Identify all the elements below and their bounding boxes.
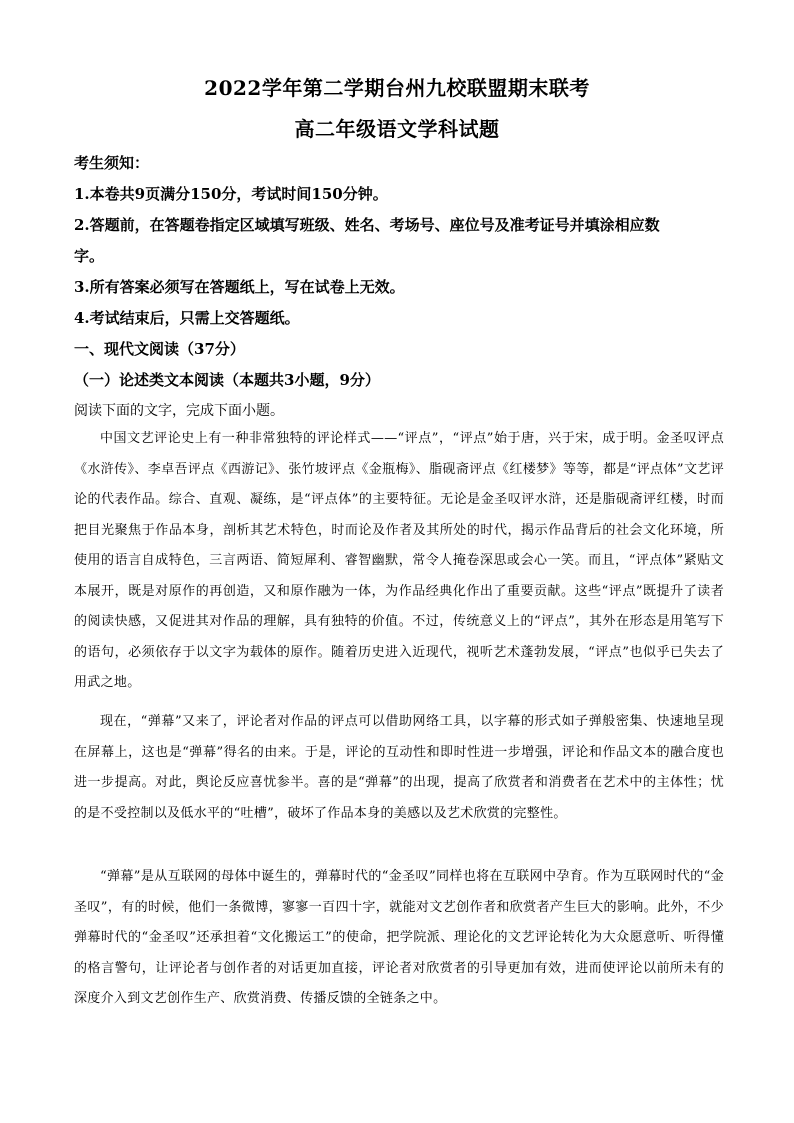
passage-paragraph-3: “弹幕”是从互联网的母体中诞生的，弹幕时代的“金圣叹”同样也将在互联网中孕育。作为互联网时代的“金圣叹”，有的时候，他们一条微博，寥寥一百四十字，就能对文艺创作者和欣赏者产生巨大的影响。此外，不少弹幕时代的“金圣叹”还承担着“文化搬运工”的使命，把学院派、理论化的文艺评论转化为大众愿意听、听得懂的格言警句，让评论者与创作者的对话更加直接，评论者对欣赏者的引导更加有效，进而使评论以前所未有的深度介入到文艺创作生产、欣赏消费、传播反馈的全链条之中。 — [74, 869, 724, 1006]
notice-item-2: 2.答题前，在答题卷指定区域填写班级、姓名、考场号、座位号及准考证号并填涂相应数 — [74, 216, 660, 234]
section-heading: 一、现代文阅读（37分） — [74, 340, 245, 358]
exam-title: 2022学年第二学期台州九校联盟期末联考 — [204, 76, 590, 100]
notice-heading: 考生须知： — [74, 154, 150, 172]
notice-item-4: 4.考试结束后，只需上交答题纸。 — [74, 309, 300, 327]
notice-item-1: 1.本卷共9页满分150分，考试时间150分钟。 — [74, 185, 388, 203]
notice-item-2-cont: 字。 — [74, 247, 105, 265]
passage-paragraph-2: 现在，“弹幕”又来了，评论者对作品的评点可以借助网络工具，以字幕的形式如子弹般密集、快速地呈现在屏幕上，这也是“弹幕”得名的由来。于是，评论的互动性和即时性进一步增强，评论和作品文本的融合度也进一步提高。对此，舆论反应喜忧参半。喜的是“弹幕”的出现，提高了欣赏者和消费者在艺术中的主体性；忧的是不受控制以及低水平的“吐槽”，破坏了作品本身的美感以及艺术欣赏的完整性。 — [74, 714, 724, 821]
passage-paragraph-1: 中国文艺评论史上有一种非常独特的评论样式——“评点”，“评点”始于唐，兴于宋，成于明。金圣叹评点《水浒传》、李卓吾评点《西游记》、张竹坡评点《金瓶梅》、脂砚斋评点《红楼梦》等等，都是“评点体”文艺评论的代表作品。综合、直观、凝练，是“评点体”的主要特征。无论是金圣叹评水浒，还是脂砚斋评红楼，时而把目光聚焦于作品本身，剖析其艺术特色，时而论及作者及其所处的时代，揭示作品背后的社会文化环境，所使用的语言自成特色，三言两语、简短犀利、睿智幽默，常令人掩卷深思或会心一笑。而且，“评点体”紧贴文本展开，既是对原作的再创造，又和原作融为一体，为作品经典化作出了重要贡献。这些“评点”既提升了读者的阅读快感，又促进其对作品的理解，具有独特的价值。不过，传统意义上的“评点”，其外在形态是用笔写下的语句，必须依存于以文字为载体的原作。随着历史进入近现代，视听艺术蓬勃发展，“评点”也似乎已失去了用武之地。 — [74, 431, 724, 690]
exam-subtitle: 高二年级语文学科试题 — [294, 117, 500, 141]
notice-item-3: 3.所有答案必须写在答题纸上，写在试卷上无效。 — [74, 278, 405, 296]
section-subheading: （一）论述类文本阅读（本题共3小题，9分） — [74, 371, 380, 389]
reading-instruction: 阅读下面的文字，完成下面小题。 — [74, 403, 284, 419]
